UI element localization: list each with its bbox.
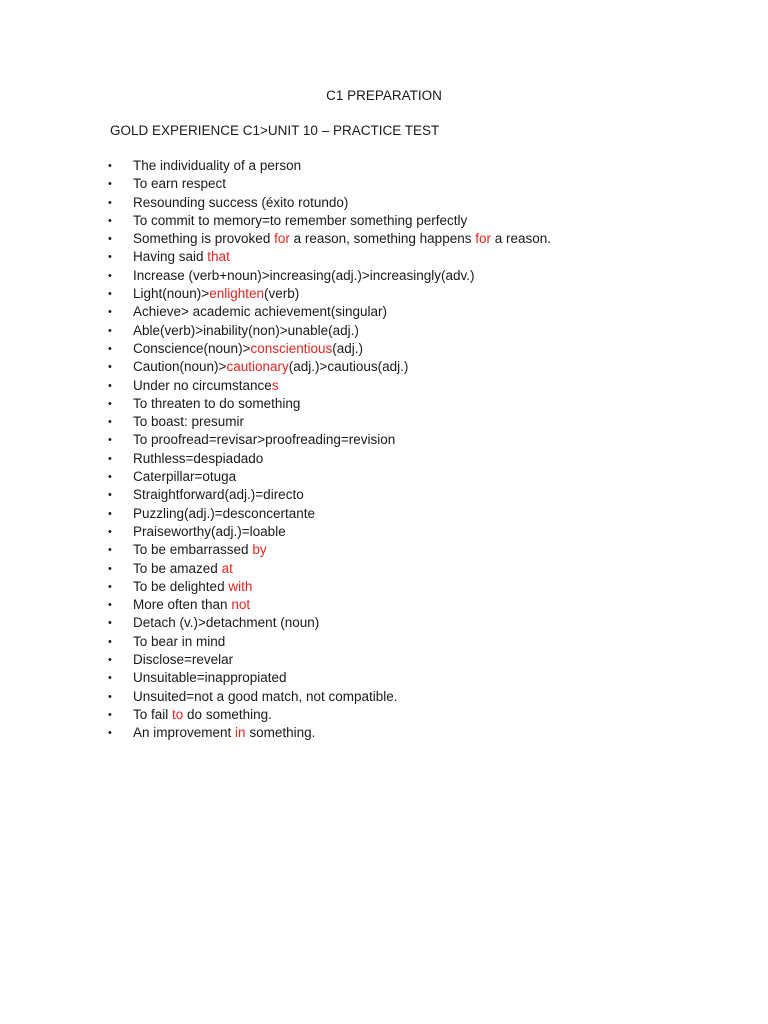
list-item-text [133,157,301,175]
list-item-text [133,523,286,541]
highlighted-word: enlighten [209,286,264,302]
highlighted-word: cautionary [226,359,289,375]
text-segment: The individuality of a person [133,158,302,173]
list-item-text [133,267,475,285]
list-item-text [133,633,225,651]
text-segment: To be embarrassed [133,542,253,558]
bullet-icon: • [108,379,112,392]
text-segment: To bear in mind [133,633,226,649]
text-segment: Detach (v.)>detachment (noun) [133,615,320,631]
list-item-text [133,651,233,669]
list-item-text [133,340,363,358]
bullet-icon: • [108,269,112,282]
list-item-text [133,212,467,230]
list-item-text [133,322,359,340]
bullet-icon: • [108,690,112,703]
list-item-text [133,688,398,706]
text-segment: To fail [133,706,173,722]
text-segment: (verb) [264,286,300,302]
text-segment: Straightforward(adj.)=directo [133,487,304,503]
bullet-icon: • [108,288,112,301]
highlighted-word: that [207,249,230,265]
bullet-icon: • [108,324,112,337]
text-segment: Able(verb)>inability(non)>unable(adj.) [133,322,359,338]
list-item-text [133,578,252,596]
text-segment: Under no circumstance [133,377,272,393]
page-title: C1 PREPARATION [326,88,442,103]
bullet-icon: • [108,727,112,740]
bullet-icon: • [108,580,112,593]
text-segment: Conscience(noun)> [133,340,251,356]
highlighted-word: not [231,597,251,613]
text-segment: To threaten to do something [133,395,301,411]
text-segment: Unsuited=not a good match, not compatible. [133,688,398,704]
list-item-text [133,413,244,431]
list-item-text [133,230,551,248]
list-item-text [133,669,287,687]
list-item-text [133,505,315,523]
bullet-icon: • [108,434,112,447]
bullet-icon: • [108,562,112,575]
bullet-icon: • [108,397,112,410]
bullet-icon: • [108,708,112,721]
list-item-text [133,706,272,724]
bullet-icon: • [108,489,112,502]
list-item-text [133,194,348,212]
highlighted-word: for [475,231,491,247]
text-segment: a reason. [490,231,552,247]
highlighted-word: in [235,725,246,741]
bullet-icon: • [108,233,112,246]
list-item-text [133,560,233,578]
text-segment: do something. [183,706,272,722]
text-segment: Puzzling(adj.)=desconcertante [133,505,315,521]
text-segment: Light(noun)> [133,286,210,302]
highlighted-word: by [252,542,267,558]
bullet-icon: • [108,214,112,227]
text-segment: (adj.)>cautious(adj.) [288,359,409,375]
text-segment: Caution(noun)> [133,359,227,375]
text-segment: Having said [133,249,208,265]
bullet-icon: • [108,160,112,172]
highlighted-word: for [274,231,290,247]
list-item-text [133,486,304,504]
bullet-icon: • [108,416,112,429]
highlighted-word: conscientious [250,340,333,356]
list-item-text [133,541,267,559]
bullet-icon: • [108,544,112,557]
text-segment: Achieve> academic achievement(singular) [133,304,388,320]
bullet-icon: • [108,471,112,484]
text-segment: An improvement [133,725,236,741]
bullet-icon: • [108,525,112,538]
list-item-text [133,285,299,303]
page-subtitle: GOLD EXPERIENCE C1>UNIT 10 – PRACTICE TEST [110,123,440,138]
bullet-icon: • [108,654,112,667]
text-segment: Praiseworthy(adj.)=loable [133,523,286,539]
bullet-icon: • [108,342,112,355]
list-item-text [133,431,395,449]
bullet-icon: • [108,361,112,374]
bullet-icon: • [108,599,112,612]
highlighted-word: s [271,377,279,393]
highlighted-word: at [221,560,233,576]
list-item-text [133,303,387,321]
text-segment: To commit to memory=to remember something perfectly [133,212,468,228]
list-item-text [133,724,315,742]
text-segment: something. [245,725,316,741]
highlighted-word: to [172,706,184,722]
list-item-text [133,395,300,413]
highlighted-word: with [228,578,253,594]
list-item-text [133,450,263,468]
text-segment: More often than [133,597,232,613]
bullet-icon: • [108,617,112,630]
bullet-icon: • [108,178,112,191]
list-item-text [133,358,408,376]
text-segment: Ruthless=despiadado [133,450,264,466]
text-segment: Something is provoked [133,231,275,247]
list-item-text [133,248,230,266]
bullet-icon: • [108,196,112,209]
bullet-icon: • [108,635,112,648]
text-segment: To be amazed [133,560,222,576]
text-segment: a reason, something happens [289,231,476,247]
bullet-icon: • [108,452,112,465]
text-segment: Caterpillar=otuga [133,469,237,485]
text-segment: To be delighted [133,578,229,594]
text-segment: Increase (verb+noun)>increasing(adj.)>increasingly(adv.) [133,267,475,283]
text-segment: To proofread=revisar>proofreading=revision [133,432,396,448]
text-segment: To boast: presumir [133,414,245,430]
list-item-text [133,175,226,193]
list-item-text [133,377,279,395]
bullet-icon: • [108,306,112,319]
text-segment: Disclose=revelar [133,652,234,668]
text-segment: (adj.) [332,340,364,356]
list-item-text [133,596,250,614]
bullet-icon: • [108,507,112,520]
text-segment: To earn respect [133,176,227,192]
bullet-icon: • [108,672,112,685]
list-item-text [133,614,319,632]
text-segment: Resounding success (éxito rotundo) [133,194,349,210]
text-segment: Unsuitable=inappropiated [133,670,287,686]
list-item-text [133,468,236,486]
bullet-icon: • [108,251,112,264]
